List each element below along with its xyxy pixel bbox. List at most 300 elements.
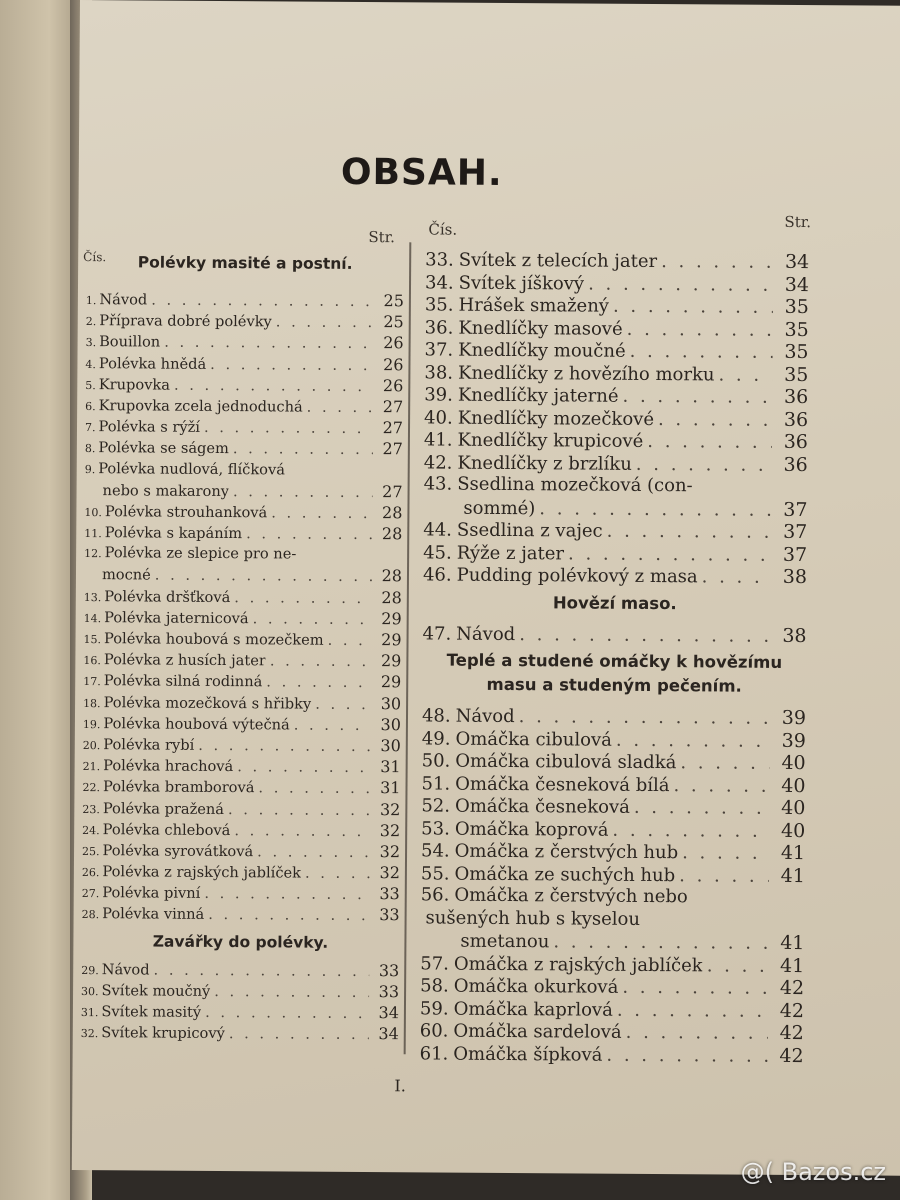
entry-title: Polévka houbová s mozečkem xyxy=(103,630,324,649)
entry-number: 27. xyxy=(81,887,100,901)
toc-entry xyxy=(81,1021,399,1044)
toc-entry xyxy=(84,585,402,608)
entry-title: Svítek krupicový xyxy=(101,1024,225,1043)
entry-page-number: 40 xyxy=(781,774,806,797)
dot-leader xyxy=(613,296,773,320)
entry-number: 10. xyxy=(84,505,102,520)
entry-title: Polévka s kapáním xyxy=(104,524,243,543)
left-number-column-header: Čís. xyxy=(83,250,107,265)
toc-entry xyxy=(83,754,401,777)
dot-leader xyxy=(198,735,371,757)
entry-title: Polévka pražená xyxy=(102,799,225,818)
entry-page-number: 39 xyxy=(781,729,806,752)
entry-number: 9. xyxy=(84,462,96,476)
entry-page-number: 28 xyxy=(381,524,403,544)
dot-leader xyxy=(636,453,772,476)
toc-entry xyxy=(421,839,805,864)
entry-number: 58. xyxy=(420,975,449,997)
toc-entry xyxy=(421,907,805,932)
entry-title: Polévka pivní xyxy=(102,884,201,903)
entry-number: 35. xyxy=(424,294,454,316)
entry-title: Polévka s rýží xyxy=(98,418,201,436)
dot-leader xyxy=(246,523,372,545)
entry-page-number: 27 xyxy=(382,418,404,438)
entry-page-number: 33 xyxy=(378,960,400,980)
entry-title: Polévka dršťková xyxy=(104,587,231,606)
entry-page-number: 31 xyxy=(380,757,401,777)
dot-leader xyxy=(234,820,370,842)
entry-page-number: 28 xyxy=(381,566,403,586)
dot-leader xyxy=(568,543,771,567)
entry-page-number: 37 xyxy=(783,520,808,544)
dot-leader xyxy=(154,959,370,982)
entry-number: 3. xyxy=(85,336,97,350)
entry-page-number: 29 xyxy=(380,672,402,692)
entry-title: Knedlíčky krupicové xyxy=(457,429,644,452)
dot-leader xyxy=(233,438,373,460)
dot-leader xyxy=(658,409,772,432)
entry-number: 36. xyxy=(424,316,454,339)
toc-entry xyxy=(420,997,804,1022)
toc-entry xyxy=(85,373,403,396)
entry-page-number: 27 xyxy=(382,439,403,459)
entry-title: Polévka hnědá xyxy=(98,354,207,373)
toc-entry xyxy=(86,288,404,311)
entry-title: Polévka rybí xyxy=(103,736,195,754)
entry-number: 18. xyxy=(83,696,101,710)
toc-entry xyxy=(83,669,401,692)
entry-number: 30. xyxy=(81,984,99,998)
dot-leader xyxy=(661,251,773,274)
entry-number: 54. xyxy=(420,840,450,862)
dot-leader xyxy=(630,341,773,364)
toc-entry xyxy=(420,929,804,954)
toc-entry xyxy=(424,473,808,498)
toc-entry xyxy=(85,352,403,375)
entry-title: Knedlíčky mozečkové xyxy=(457,407,655,430)
entry-page-number: 34 xyxy=(378,1003,400,1023)
entry-number: 60. xyxy=(419,1020,449,1042)
page-folio: I. xyxy=(394,1076,406,1096)
toc-entry xyxy=(82,797,400,820)
entry-page-number: 28 xyxy=(381,587,402,607)
dot-leader xyxy=(627,318,773,342)
entry-number: 44. xyxy=(423,519,453,541)
toc-entry xyxy=(81,958,399,981)
entry-title: Svítek masitý xyxy=(101,1003,202,1021)
toc-entry xyxy=(424,451,808,476)
dot-leader xyxy=(622,977,768,1001)
dot-leader xyxy=(210,353,373,375)
entry-number: 38. xyxy=(424,361,454,384)
dot-leader xyxy=(214,981,369,1003)
entry-page-number: 39 xyxy=(781,706,807,730)
toc-entry xyxy=(85,436,403,459)
entry-number: 5. xyxy=(85,378,96,392)
toc-entry xyxy=(81,979,399,1002)
entry-number: 17. xyxy=(83,675,101,689)
dot-leader xyxy=(204,883,370,905)
dot-leader xyxy=(233,481,373,503)
toc-entry xyxy=(421,862,805,887)
entry-number: 33. xyxy=(425,249,454,271)
entry-title: Rýže z jater xyxy=(456,542,565,564)
entry-title: Omáčka cibulová xyxy=(455,728,613,751)
entry-page-number: 31 xyxy=(380,778,401,798)
entry-page-number: 40 xyxy=(781,796,806,820)
entry-title: smetanou xyxy=(460,930,550,953)
toc-entry xyxy=(84,500,402,523)
dot-leader xyxy=(266,672,371,694)
entry-page-number: 26 xyxy=(382,375,404,396)
toc-entry xyxy=(423,622,807,647)
dot-leader xyxy=(237,756,371,778)
dot-leader xyxy=(151,290,374,313)
toc-entry xyxy=(84,521,402,544)
entry-page-number: 35 xyxy=(784,340,809,364)
dot-leader xyxy=(519,706,770,730)
entry-title: Omáčka okurková xyxy=(453,975,619,998)
entry-page-number: 26 xyxy=(383,354,404,374)
toc-entry xyxy=(422,727,806,752)
toc-entry xyxy=(425,271,809,296)
dot-leader xyxy=(673,775,769,798)
entry-number: 47. xyxy=(422,622,452,645)
toc-entry xyxy=(424,361,808,386)
toc-entry xyxy=(85,415,403,438)
entry-title: Návod xyxy=(455,705,515,728)
toc-entry xyxy=(423,541,807,566)
entry-title: Omáčka šípková xyxy=(453,1043,603,1066)
entry-title: Polévka z rajských jablíček xyxy=(102,863,302,882)
entry-number: 6. xyxy=(85,399,96,414)
toc-entry xyxy=(81,1000,399,1023)
entry-number: 41. xyxy=(423,429,453,451)
entry-number: 14. xyxy=(83,611,102,625)
dot-leader xyxy=(617,999,768,1023)
entry-title: Knedlíčky masové xyxy=(458,317,623,340)
toc-entry xyxy=(82,902,400,925)
dot-leader xyxy=(294,714,371,736)
entry-page-number: 32 xyxy=(379,863,400,883)
entry-page-number: 33 xyxy=(379,884,400,904)
entry-number: 55. xyxy=(420,862,450,885)
toc-entry xyxy=(425,248,809,273)
entry-page-number: 25 xyxy=(383,291,404,311)
dot-leader xyxy=(702,566,771,589)
entry-number: 34. xyxy=(424,271,454,294)
entry-number: 12. xyxy=(84,547,102,561)
entry-title: Svítek jíškový xyxy=(458,272,585,295)
toc-entry xyxy=(421,772,805,797)
toc-entry xyxy=(424,406,808,431)
entry-number: 57. xyxy=(420,952,449,975)
entry-title: Knedlíčky jaterné xyxy=(457,384,619,407)
entry-page-number: 33 xyxy=(378,981,400,1002)
entry-page-number: 35 xyxy=(784,318,809,341)
entry-page-number: 32 xyxy=(379,799,401,819)
entry-page-number: 37 xyxy=(783,498,808,521)
entry-number: 31. xyxy=(80,1006,99,1020)
entry-page-number: 42 xyxy=(779,999,805,1022)
entry-title: Omáčka ze suchých hub xyxy=(454,863,676,886)
entry-page-number: 37 xyxy=(782,543,808,566)
entry-title: Omáčka koprová xyxy=(454,818,609,841)
entry-number: 45. xyxy=(423,541,452,564)
dot-leader xyxy=(257,841,370,863)
entry-page-number: 40 xyxy=(781,751,806,775)
entry-page-number: 26 xyxy=(383,333,404,353)
entry-number: 50. xyxy=(421,750,451,772)
entry-page-number: 38 xyxy=(782,565,808,589)
entry-title: Polévka se ságem xyxy=(98,439,229,458)
toc-entry xyxy=(85,479,403,502)
toc-entry xyxy=(82,818,400,841)
toc-entry xyxy=(424,428,808,453)
book-page xyxy=(72,0,900,1176)
entry-title: Svítek z telecích jater xyxy=(458,249,658,273)
entry-number: 23. xyxy=(82,802,100,816)
entry-title: Krupovka xyxy=(98,375,171,394)
entry-page-number: 36 xyxy=(783,385,809,409)
entry-title: sommé) xyxy=(463,497,536,519)
toc-entry xyxy=(420,1042,804,1067)
toc-entry xyxy=(83,733,401,756)
toc-entry xyxy=(83,648,401,671)
entry-number: 40. xyxy=(424,406,453,429)
dot-leader xyxy=(208,904,369,926)
entry-title: Polévka z husích jater xyxy=(103,651,266,670)
entry-title: Polévka vinná xyxy=(102,905,205,924)
dot-leader xyxy=(707,955,769,978)
entry-page-number: 42 xyxy=(779,976,805,1000)
section-heading: Polévky masité a postní. xyxy=(137,253,353,273)
entry-number: 2. xyxy=(85,315,97,329)
entry-title: nebo s makarony xyxy=(102,481,230,500)
entry-number: 59. xyxy=(419,997,449,1020)
entry-page-number: 35 xyxy=(784,295,809,319)
entry-number: 39. xyxy=(424,384,453,406)
entry-title: Knedlíčky z brzlíku xyxy=(457,452,632,475)
dot-leader xyxy=(307,397,374,419)
dot-leader xyxy=(553,931,768,955)
dot-leader xyxy=(539,498,771,522)
toc-entry xyxy=(82,881,400,904)
entry-page-number: 35 xyxy=(784,363,809,386)
entry-number: 37. xyxy=(424,339,454,361)
dot-leader xyxy=(204,417,373,439)
entry-title: Polévka nudlová, flíčková xyxy=(98,459,286,478)
section-heading: Zavářky do polévky. xyxy=(152,932,329,952)
entry-page-number: 41 xyxy=(780,931,805,955)
entry-title: Omáčka česneková xyxy=(454,795,630,818)
entry-number: 11. xyxy=(84,527,102,541)
entry-number: 53. xyxy=(421,817,450,840)
entry-number: 16. xyxy=(83,654,101,668)
entry-page-number: 29 xyxy=(381,630,402,650)
entry-page-number: 36 xyxy=(783,453,808,476)
toc-entry xyxy=(422,749,806,774)
entry-title: Polévka jaternicová xyxy=(104,608,249,628)
entry-title: Omáčka cibulová sladká xyxy=(455,750,677,774)
toc-entry xyxy=(425,316,809,341)
toc-entry xyxy=(421,884,805,909)
toc-entry xyxy=(83,691,401,714)
entry-number: 20. xyxy=(82,738,101,753)
dot-leader xyxy=(228,799,370,821)
toc-entry xyxy=(421,794,805,819)
left-page-column-header: Str. xyxy=(368,228,396,247)
dot-leader xyxy=(270,651,372,673)
dot-leader xyxy=(718,364,772,387)
entry-title: Svítek moučný xyxy=(101,981,211,1000)
entry-number: 22. xyxy=(82,781,101,795)
entry-title: Polévka strouhanková xyxy=(104,503,268,522)
dot-leader xyxy=(647,431,772,454)
toc-entry xyxy=(82,839,400,862)
dot-leader xyxy=(276,312,374,334)
dot-leader xyxy=(271,502,372,524)
column-divider xyxy=(404,242,412,1054)
entry-number: 7. xyxy=(84,421,96,435)
entry-number: 25. xyxy=(82,844,100,859)
entry-title: Omáčka česneková bílá xyxy=(455,773,670,796)
toc-entry xyxy=(422,704,806,729)
dot-leader xyxy=(258,778,370,800)
entry-number: 24. xyxy=(82,823,100,837)
entry-title: Pudding polévkový z masa xyxy=(456,564,698,588)
toc-entry xyxy=(86,309,404,332)
entry-title: Omáčka sardelová xyxy=(453,1020,622,1043)
toc-entry xyxy=(85,458,403,481)
entry-page-number: 28 xyxy=(382,502,403,523)
entry-title: Polévka mozečková s hřibky xyxy=(103,693,312,713)
dot-leader xyxy=(253,608,372,630)
entry-title: Polévka chlebová xyxy=(102,820,231,839)
entry-number: 29. xyxy=(81,963,99,977)
toc-entry xyxy=(420,952,804,977)
toc-entry xyxy=(83,712,401,735)
dot-leader xyxy=(234,587,372,609)
entry-page-number: 36 xyxy=(783,430,809,454)
dot-leader xyxy=(612,819,769,843)
entry-number: 21. xyxy=(82,760,101,774)
entry-page-number: 27 xyxy=(382,397,404,417)
entry-title: Návod xyxy=(99,291,148,309)
entry-title: Polévka syrovátková xyxy=(102,842,254,861)
entry-page-number: 34 xyxy=(378,1024,399,1044)
entry-title: Polévka bramborová xyxy=(102,778,255,797)
dot-leader xyxy=(174,374,373,397)
entry-title: Polévka ze slepice pro ne- xyxy=(104,544,297,563)
toc-entry xyxy=(423,563,807,588)
dot-leader xyxy=(679,865,769,888)
entry-page-number: 38 xyxy=(782,624,807,647)
toc-entry xyxy=(424,338,808,363)
entry-number: 8. xyxy=(84,442,96,456)
right-number-column-header: Čís. xyxy=(428,220,458,239)
entry-number: 56. xyxy=(420,884,450,906)
toc-entry xyxy=(84,542,402,565)
entry-title: Návod xyxy=(101,960,150,979)
entry-page-number: 41 xyxy=(780,864,805,887)
entry-title: Omáčka z čerstvých nebo xyxy=(454,884,688,908)
dot-leader xyxy=(588,273,773,297)
entry-number: 26. xyxy=(81,866,100,880)
dot-leader xyxy=(626,1022,768,1045)
entry-number: 1. xyxy=(85,294,97,308)
entry-title: mocné xyxy=(101,566,151,584)
entry-title: Knedlíčky moučné xyxy=(458,339,626,362)
dot-leader xyxy=(622,386,772,410)
entry-title: Ssedlina z vajec xyxy=(456,519,603,542)
toc-entry xyxy=(421,817,805,842)
dot-leader xyxy=(205,1002,369,1024)
entry-number: 51. xyxy=(421,772,451,795)
entry-page-number: 42 xyxy=(779,1021,804,1045)
entry-page-number: 34 xyxy=(784,250,810,274)
dot-leader xyxy=(155,565,372,588)
entry-number: 49. xyxy=(421,727,451,750)
entry-title: Polévka houbová výtečná xyxy=(103,714,290,734)
entry-page-number: 29 xyxy=(380,651,402,671)
toc-entry xyxy=(420,1019,804,1044)
dot-leader xyxy=(229,1023,369,1045)
entry-number: 46. xyxy=(422,564,452,586)
dot-leader xyxy=(164,332,374,355)
entry-page-number: 41 xyxy=(780,841,806,865)
dot-leader xyxy=(616,729,770,753)
page-title: OBSAH. xyxy=(340,151,503,194)
entry-page-number: 30 xyxy=(380,693,402,713)
toc-entry xyxy=(423,496,807,521)
entry-number: 4. xyxy=(85,357,97,371)
dot-leader xyxy=(328,630,372,652)
toc-entry xyxy=(82,775,400,798)
entry-page-number: 27 xyxy=(382,481,403,501)
dot-leader xyxy=(606,1044,767,1068)
entry-number: 52. xyxy=(421,795,451,817)
entry-title: sušených hub s kyselou xyxy=(425,906,641,930)
toc-entry xyxy=(420,974,804,999)
entry-page-number: 41 xyxy=(780,954,805,977)
entry-page-number: 42 xyxy=(779,1044,804,1067)
entry-title: Ssedlina mozečková (con- xyxy=(457,473,693,497)
right-page-column-header: Str. xyxy=(784,212,812,232)
entry-number: 61. xyxy=(419,1042,449,1065)
dot-leader xyxy=(305,863,370,885)
watermark-text: Bazos.cz xyxy=(781,1158,886,1186)
entry-title: Krupovka zcela jednoduchá xyxy=(98,397,303,416)
entry-title: Hrášek smažený xyxy=(458,294,610,317)
dot-leader xyxy=(680,752,769,775)
entry-title: Návod xyxy=(456,623,516,645)
entry-page-number: 29 xyxy=(381,608,402,629)
entry-number: 32. xyxy=(80,1027,99,1041)
dot-leader xyxy=(315,693,371,715)
watermark: @( Bazos.cz xyxy=(740,1158,886,1186)
entry-number: 28. xyxy=(81,908,100,922)
right-toc-column xyxy=(420,248,810,1067)
toc-entry xyxy=(82,860,400,883)
entry-title: Omáčka z rajských jablíček xyxy=(453,953,703,976)
entry-number: 43. xyxy=(423,473,453,495)
entry-page-number: 40 xyxy=(780,819,806,842)
entry-title: Polévka hrachová xyxy=(103,757,234,776)
entry-title: Omáčka z čerstvých hub xyxy=(454,840,679,864)
entry-page-number: 33 xyxy=(379,905,400,925)
entry-number: 13. xyxy=(83,590,102,604)
